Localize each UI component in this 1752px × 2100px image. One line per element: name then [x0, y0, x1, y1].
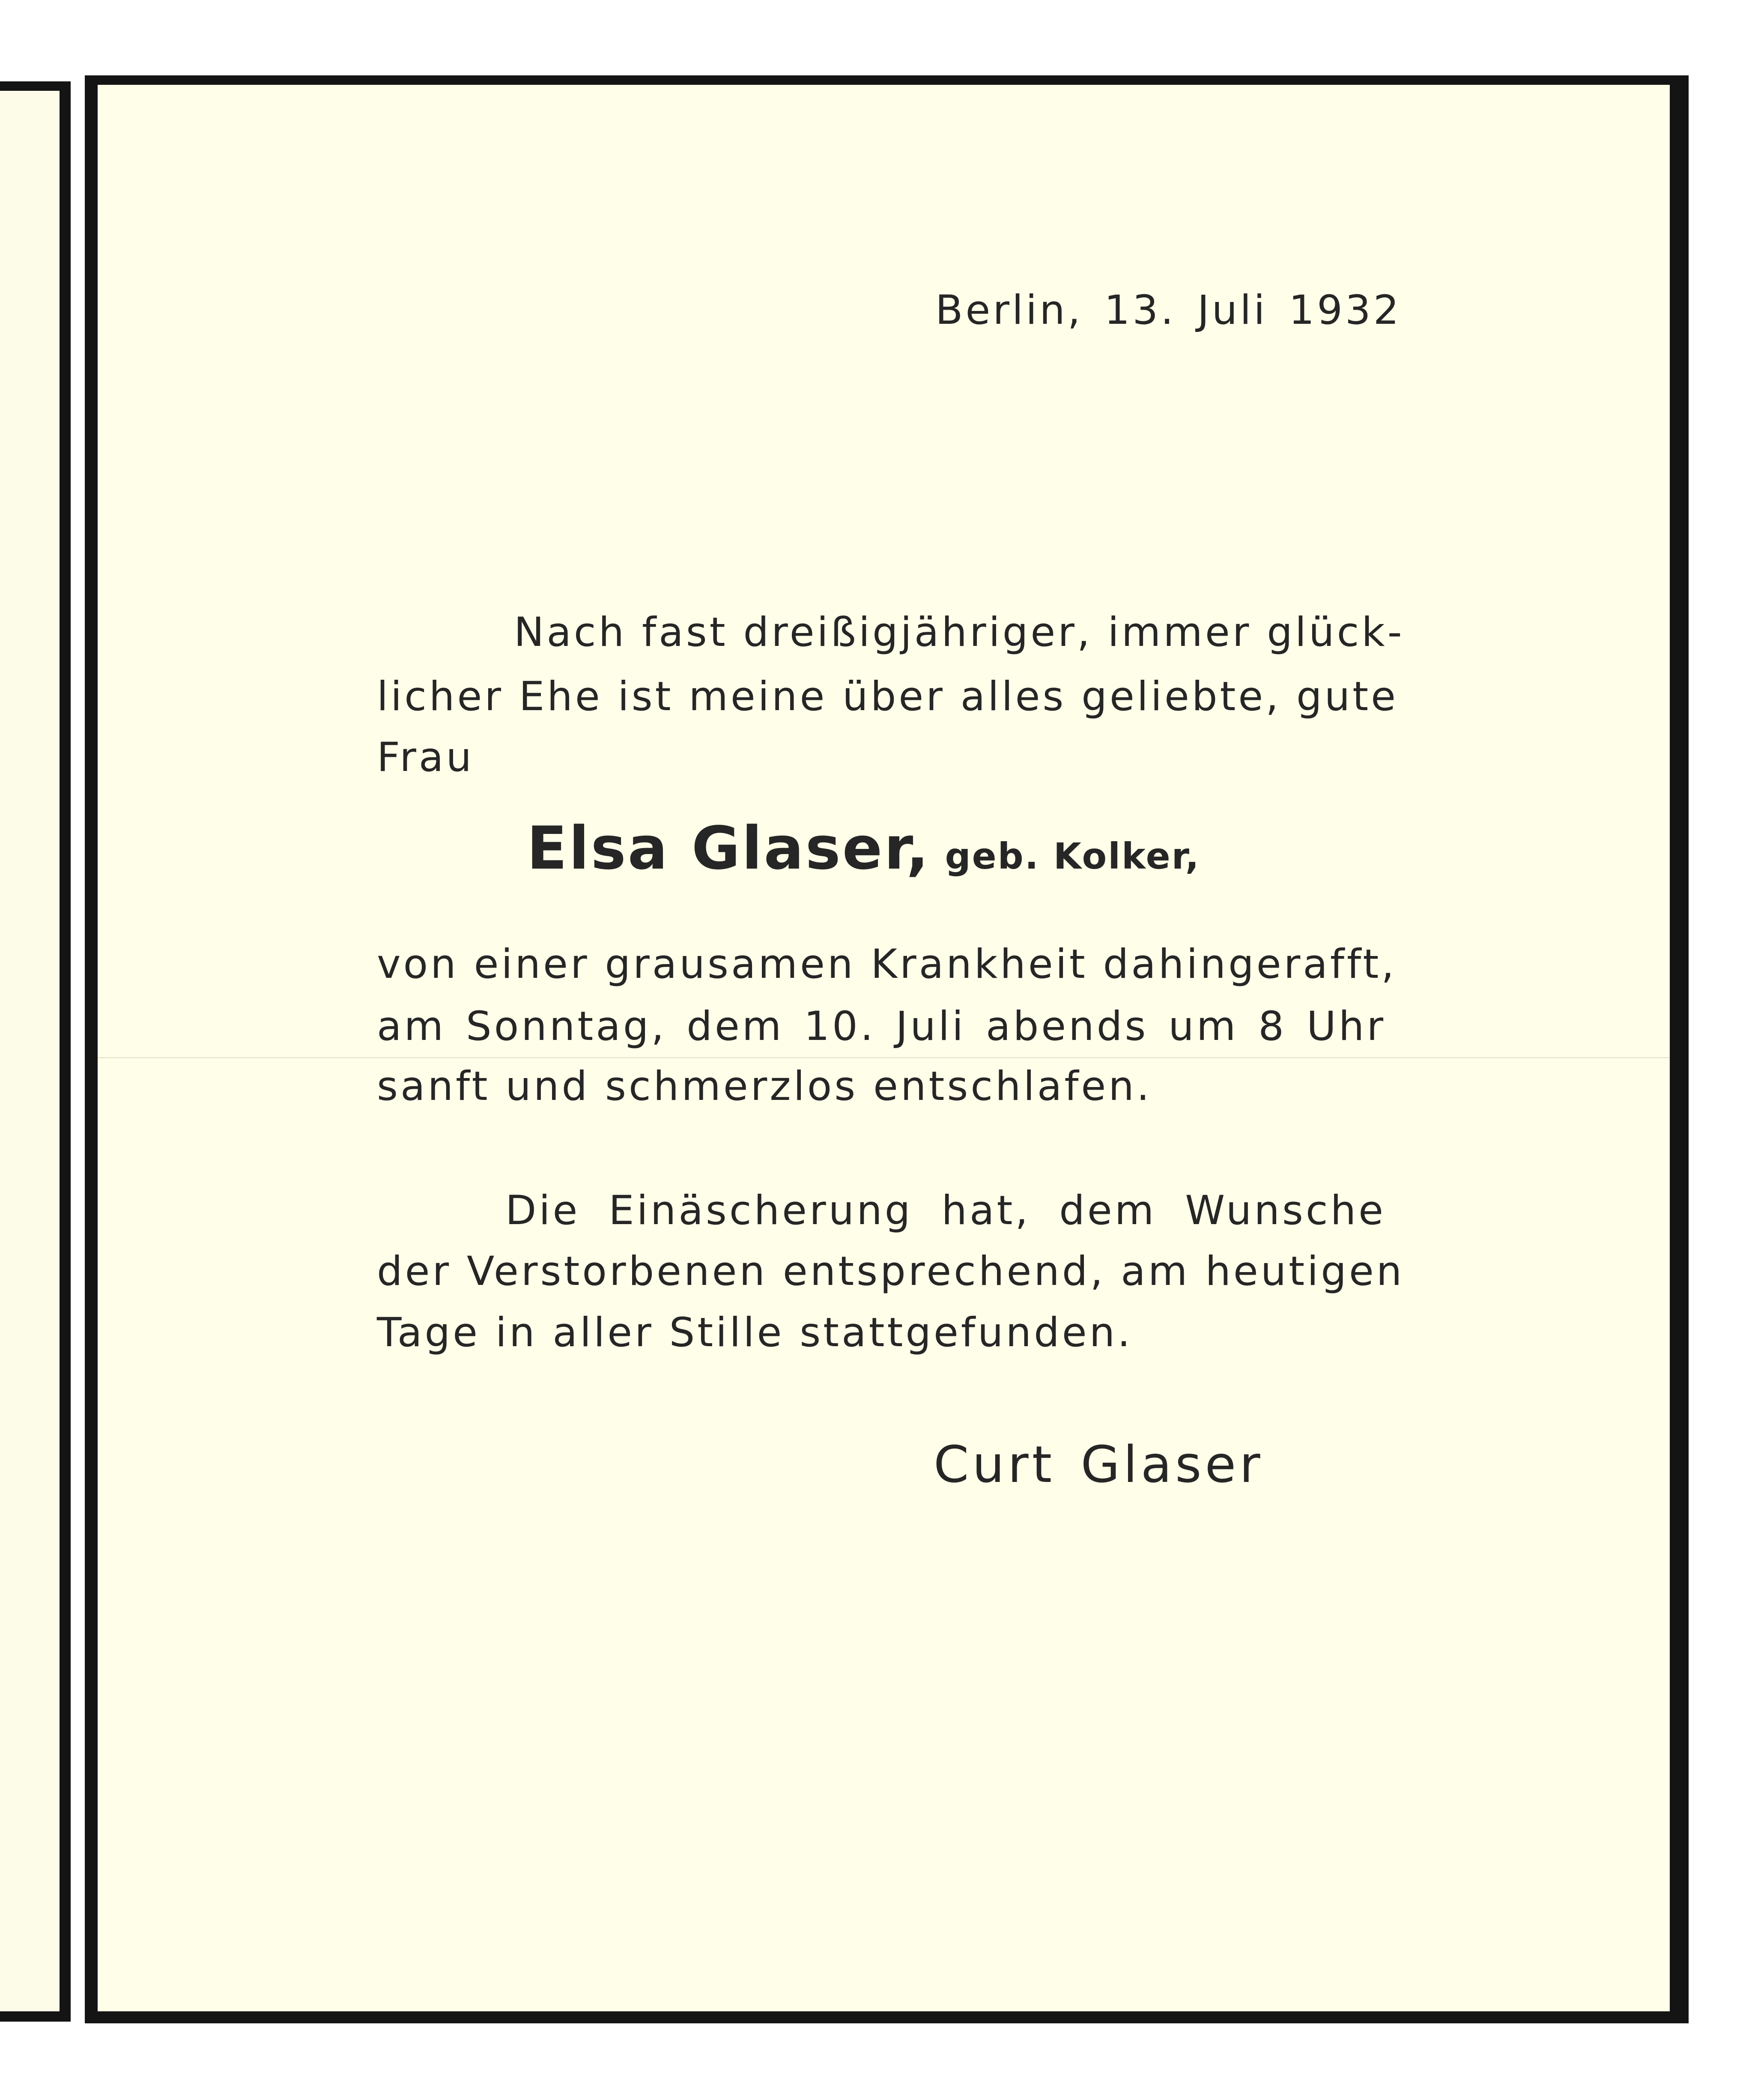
- paragraph-line: Frau: [377, 734, 475, 781]
- deceased-name: [527, 814, 1200, 883]
- signature: Curt Glaser: [934, 1435, 1264, 1494]
- paragraph-line: Tage in aller Stille stattgefunden.: [377, 1309, 1133, 1356]
- fold-crease: [98, 1057, 1670, 1058]
- paragraph-line: sanft und schmerzlos entschlafen.: [377, 1063, 1152, 1110]
- paragraph-line: der Verstorbenen entsprechend, am heutigen: [377, 1248, 1405, 1295]
- paragraph-line: licher Ehe ist meine über alles geliebte, gute: [377, 673, 1398, 720]
- paragraph-line: Nach fast dreißigjähriger, immer glück-: [514, 609, 1405, 656]
- maiden-name: geb. Kolker,: [945, 835, 1200, 877]
- deceased-full-name: Elsa Glaser,: [527, 814, 931, 883]
- paragraph-line: Die Einäscherung hat, dem Wunsche: [505, 1187, 1386, 1234]
- paragraph-line: am Sonntag, dem 10. Juli abends um 8 Uhr: [377, 1003, 1386, 1050]
- paragraph-line: von einer grausamen Krankheit dahingerafft,: [377, 941, 1397, 988]
- date-line: Berlin, 13. Juli 1932: [935, 287, 1402, 334]
- left-card-leaf: [0, 81, 71, 2022]
